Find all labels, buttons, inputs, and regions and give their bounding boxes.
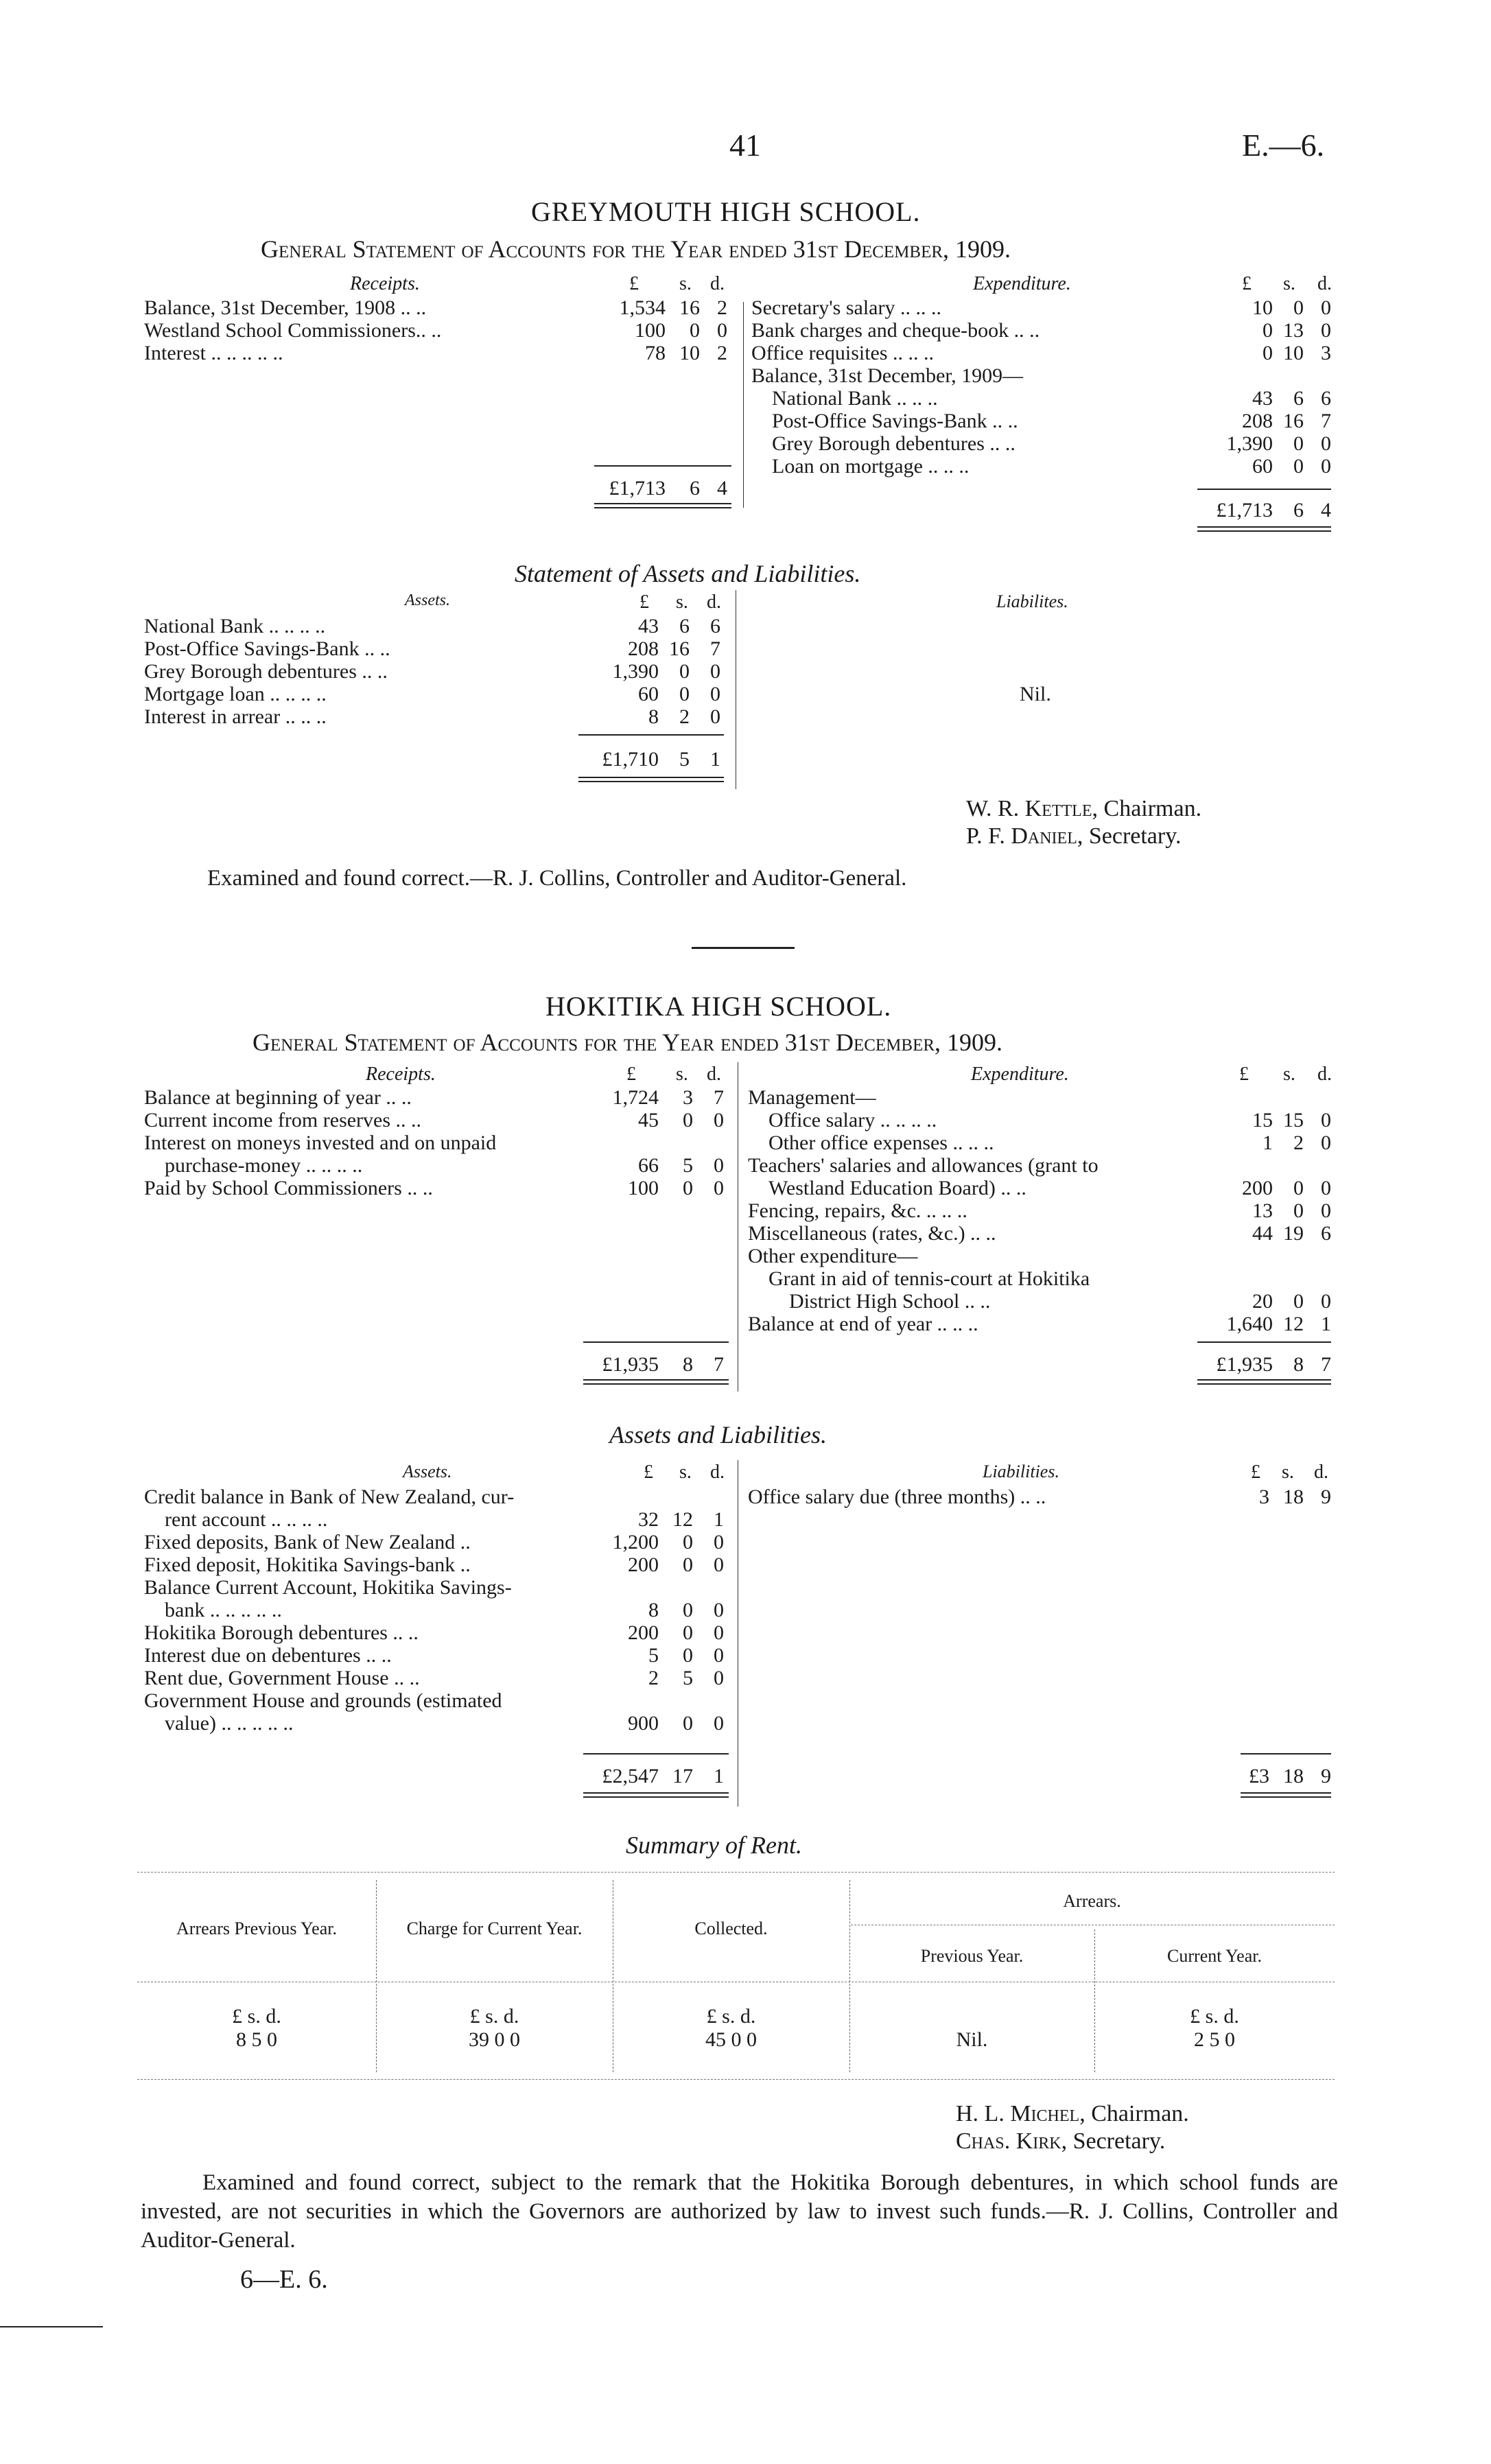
row-amount-pounds: 100: [628, 1177, 659, 1199]
row-amount-s: 10: [679, 342, 700, 364]
row-amount-d: 0: [710, 705, 720, 728]
hokitika-expenditure-heading: Expenditure.: [971, 1064, 1069, 1085]
row-label: Grey Borough debentures .. ..: [144, 660, 388, 683]
row-amount-d: 0: [714, 1553, 724, 1576]
hokitika-statement-title: General Statement of Accounts for the Year ended 31st December, 1909.: [253, 1029, 1003, 1056]
row-amount-pounds: 3: [1259, 1486, 1269, 1508]
row-amount-d: 0: [1321, 319, 1331, 342]
row-amount-d: 0: [714, 1154, 724, 1177]
hokitika-assets-total-d: 1: [714, 1765, 724, 1787]
row-label: Westland Education Board) .. ..: [768, 1177, 1026, 1199]
row-label: value) .. .. .. .. ..: [165, 1712, 294, 1735]
rent-value-collected: 45 0 0: [705, 2028, 757, 2051]
rent-lsd-label: £ s. d.: [1190, 2005, 1239, 2028]
row-amount-pounds: 900: [628, 1712, 659, 1735]
row-amount-s: 0: [683, 1531, 693, 1553]
row-amount-d: 0: [714, 1177, 724, 1199]
hokitika-assets-heading: Assets.: [403, 1462, 452, 1481]
greymouth-assets-total-pounds: £1,710: [602, 748, 659, 771]
row-label: Post-Office Savings-Bank .. ..: [144, 637, 390, 660]
row-amount-pounds: 200: [628, 1621, 659, 1644]
signatory-role: Chairman.: [1091, 2101, 1189, 2126]
row-amount-s: 0: [1293, 455, 1304, 478]
row-amount-s: 0: [683, 1712, 693, 1735]
lsd-shillings: s.: [679, 273, 692, 294]
rent-lsd-label: £ s. d.: [232, 2005, 281, 2028]
rent-value-previous-year: Nil.: [956, 2028, 988, 2051]
lsd-pence: d.: [710, 273, 725, 294]
row-amount-d: 0: [714, 1109, 724, 1131]
row-label: Teachers' salaries and allowances (grant to: [748, 1154, 1099, 1177]
row-amount-s: 0: [1293, 432, 1304, 455]
footer-rule: [0, 2326, 103, 2327]
greymouth-title: GREYMOUTH HIGH SCHOOL.: [531, 196, 921, 227]
row-amount-s: 6: [679, 615, 690, 637]
row-label: Miscellaneous (rates, &c.) .. ..: [748, 1222, 996, 1245]
row-label: Balance Current Account, Hokitika Savings-: [144, 1576, 512, 1599]
rule: [1197, 1341, 1331, 1343]
hokitika-expenditure-total-d: 7: [1321, 1353, 1331, 1376]
row-amount-d: 1: [1321, 1313, 1331, 1335]
row-amount-pounds: 1: [1263, 1131, 1273, 1154]
row-amount-pounds: 1,534: [619, 296, 666, 319]
greymouth-examined-note: Examined and found correct.—R. J. Collins, Controller and Auditor-General.: [207, 866, 907, 891]
row-amount-s: 5: [683, 1154, 693, 1177]
row-amount-d: 0: [1321, 455, 1331, 478]
double-rule: [583, 1792, 729, 1798]
greymouth-assets-total-d: 1: [710, 748, 720, 771]
row-label: Interest .. .. .. .. ..: [144, 342, 283, 364]
hokitika-assets-title: Assets and Liabilities.: [609, 1421, 827, 1448]
greymouth-receipts-total-s: 6: [690, 477, 700, 500]
row-label: Balance, 31st December, 1908 .. ..: [144, 296, 427, 319]
row-amount-d: 9: [1321, 1486, 1331, 1508]
row-amount-s: 0: [1293, 1199, 1304, 1222]
row-amount-d: 0: [710, 660, 720, 683]
row-label: District High School .. ..: [789, 1290, 991, 1313]
row-label: Management—: [748, 1086, 876, 1109]
lsd-pounds: £: [1251, 1462, 1260, 1483]
rule: [1197, 489, 1331, 490]
row-amount-s: 0: [683, 1621, 693, 1644]
row-amount-d: 0: [714, 1667, 724, 1689]
row-amount-s: 5: [683, 1667, 693, 1689]
row-amount-pounds: 8: [648, 1599, 659, 1621]
row-amount-s: 0: [1293, 1177, 1304, 1199]
rule: [137, 1872, 1335, 1873]
row-amount-pounds: 200: [1242, 1177, 1273, 1199]
row-amount-s: 0: [690, 319, 700, 342]
row-amount-d: 0: [1321, 1199, 1331, 1222]
row-amount-d: 0: [717, 319, 727, 342]
lsd-shillings: s.: [679, 1462, 692, 1483]
row-label: bank .. .. .. .. ..: [165, 1599, 282, 1621]
row-label: Current income from reserves .. ..: [144, 1109, 422, 1131]
lsd-pounds: £: [626, 1064, 636, 1085]
row-amount-pounds: 1,640: [1226, 1313, 1273, 1335]
hokitika-liabilities-heading: Liabilities.: [983, 1462, 1059, 1481]
row-amount-d: 7: [710, 637, 720, 660]
row-label: Other office expenses .. .. ..: [768, 1131, 994, 1154]
row-amount-s: 2: [679, 705, 690, 728]
hokitika-receipts-total-d: 7: [714, 1353, 724, 1376]
row-amount-d: 6: [710, 615, 720, 637]
row-amount-pounds: 20: [1252, 1290, 1273, 1313]
row-amount-s: 0: [683, 1644, 693, 1667]
row-label: Government House and grounds (estimated: [144, 1689, 502, 1712]
row-label: Fixed deposit, Hokitika Savings-bank ..: [144, 1553, 471, 1576]
rule: [583, 1341, 729, 1343]
row-amount-d: 0: [1321, 1109, 1331, 1131]
row-amount-s: 18: [1283, 1486, 1304, 1508]
lsd-pence: d.: [707, 591, 721, 613]
row-label: National Bank .. .. .. ..: [144, 615, 326, 637]
row-amount-s: 3: [683, 1086, 693, 1109]
rent-value-charge: 39 0 0: [469, 2028, 520, 2051]
row-amount-pounds: 2: [648, 1667, 659, 1689]
rule: [1241, 1753, 1331, 1755]
row-label: Loan on mortgage .. .. ..: [772, 455, 970, 478]
greymouth-liabilities-value: Nil.: [1020, 683, 1051, 705]
row-label: Other expenditure—: [748, 1245, 918, 1267]
row-amount-d: 0: [714, 1599, 724, 1621]
row-amount-d: 2: [717, 296, 727, 319]
hokitika-assets-total-pounds: £2,547: [602, 1765, 659, 1787]
hokitika-chairman-signature: [956, 2101, 1189, 2127]
hokitika-liabilities-total-d: 9: [1321, 1765, 1331, 1787]
lsd-pounds: £: [639, 591, 649, 613]
row-label: Hokitika Borough debentures .. ..: [144, 1621, 419, 1644]
lsd-pence: d.: [1317, 1064, 1332, 1085]
row-amount-pounds: 43: [638, 615, 659, 637]
row-label: Westland School Commissioners.. ..: [144, 319, 442, 342]
row-amount-s: 0: [1293, 1290, 1304, 1313]
rule: [594, 465, 731, 467]
double-rule: [1241, 1792, 1331, 1798]
row-amount-pounds: 100: [635, 319, 666, 342]
row-amount-s: 16: [679, 296, 700, 319]
row-amount-pounds: 32: [638, 1508, 659, 1531]
double-rule: [578, 777, 724, 782]
double-rule: [1197, 1379, 1331, 1385]
greymouth-secretary-signature: [966, 823, 1182, 849]
lsd-pence: d.: [1314, 1462, 1328, 1483]
hokitika-secretary-signature: [956, 2128, 1165, 2155]
row-label: Fencing, repairs, &c. .. .. ..: [748, 1199, 967, 1222]
row-amount-s: 0: [683, 1177, 693, 1199]
row-label: Office salary due (three months) .. ..: [748, 1486, 1046, 1508]
row-amount-pounds: 1,724: [612, 1086, 659, 1109]
lsd-pounds: £: [629, 273, 639, 294]
hokitika-receipts-heading: Receipts.: [366, 1064, 436, 1085]
row-amount-s: 12: [672, 1508, 693, 1531]
double-rule: [594, 503, 731, 508]
row-label: Grey Borough debentures .. ..: [772, 432, 1015, 455]
row-amount-s: 12: [1283, 1313, 1304, 1335]
page-number: 41: [729, 128, 761, 163]
greymouth-chairman-signature: [966, 796, 1201, 822]
rent-value-current-year: 2 5 0: [1194, 2028, 1235, 2051]
row-amount-d: 0: [714, 1621, 724, 1644]
column-divider: [743, 302, 744, 508]
greymouth-expenditure-heading: Expenditure.: [973, 273, 1071, 294]
hokitika-expenditure-total-s: 8: [1293, 1353, 1304, 1376]
row-amount-s: 15: [1283, 1109, 1304, 1131]
greymouth-expenditure-total-s: 6: [1293, 499, 1304, 521]
row-label: Office requisites .. .. ..: [751, 342, 935, 364]
page-reference: E.—6.: [1242, 128, 1325, 163]
signatory-role: Secretary.: [1072, 2128, 1166, 2154]
row-amount-pounds: 1,200: [612, 1531, 659, 1553]
lsd-shillings: s.: [1283, 1064, 1295, 1085]
row-amount-pounds: 5: [648, 1644, 659, 1667]
row-amount-d: 0: [714, 1531, 724, 1553]
double-rule: [1197, 526, 1331, 532]
hokitika-expenditure-total-pounds: £1,935: [1216, 1353, 1273, 1376]
row-amount-pounds: 66: [638, 1154, 659, 1177]
greymouth-assets-heading: Assets.: [405, 591, 450, 609]
signatory-role: Chairman.: [1103, 796, 1202, 821]
row-amount-d: 2: [717, 342, 727, 364]
hokitika-liabilities-total-s: 18: [1283, 1765, 1304, 1787]
greymouth-assets-title: Statement of Assets and Liabilities.: [515, 560, 861, 587]
greymouth-receipts-total-d: 4: [717, 477, 727, 500]
row-amount-pounds: 43: [1252, 387, 1273, 410]
rent-header-current-year: Current Year.: [1167, 1946, 1262, 1966]
row-amount-s: 2: [1293, 1131, 1304, 1154]
rent-header-arrears: Arrears.: [1063, 1891, 1121, 1911]
double-rule: [583, 1379, 729, 1385]
row-amount-d: 0: [714, 1712, 724, 1735]
row-amount-d: 0: [1321, 1131, 1331, 1154]
row-amount-s: 13: [1283, 319, 1304, 342]
greymouth-statement-title: General Statement of Accounts for the Year ended 31st December, 1909.: [261, 235, 1011, 263]
lsd-shillings: s.: [1282, 1462, 1294, 1483]
row-label: purchase-money .. .. .. ..: [165, 1154, 363, 1177]
row-amount-pounds: 208: [628, 637, 659, 660]
row-label: Paid by School Commissioners .. ..: [144, 1177, 433, 1199]
page-footer-signature: 6—E. 6.: [240, 2265, 328, 2294]
lsd-pence: d.: [1317, 273, 1332, 294]
row-amount-d: 0: [1321, 296, 1331, 319]
rent-lsd-label: £ s. d.: [706, 2005, 756, 2028]
row-amount-pounds: 200: [628, 1553, 659, 1576]
row-label: Office salary .. .. .. ..: [768, 1109, 937, 1131]
row-amount-s: 0: [1293, 296, 1304, 319]
row-label: Balance at beginning of year .. ..: [144, 1086, 412, 1109]
signatory-name: H. L. Michel,: [956, 2101, 1085, 2126]
lsd-pence: d.: [710, 1462, 725, 1483]
row-amount-s: 10: [1283, 342, 1304, 364]
rule: [137, 2079, 1335, 2080]
row-amount-s: 16: [669, 637, 690, 660]
row-amount-d: 6: [1321, 387, 1331, 410]
row-amount-pounds: 0: [1263, 342, 1273, 364]
row-amount-d: 0: [1321, 1290, 1331, 1313]
row-amount-s: 0: [683, 1599, 693, 1621]
lsd-pence: d.: [707, 1064, 721, 1085]
hokitika-liabilities-total-pounds: £3: [1249, 1765, 1269, 1787]
greymouth-receipts-total-pounds: £1,713: [609, 477, 666, 500]
greymouth-receipts-heading: Receipts.: [350, 273, 420, 294]
rule: [578, 734, 724, 736]
row-label: Balance, 31st December, 1909—: [751, 364, 1024, 387]
row-amount-pounds: 0: [1263, 319, 1273, 342]
rent-value-arrears-previous: 8 5 0: [236, 2028, 277, 2051]
greymouth-expenditure-total-d: 4: [1321, 499, 1331, 521]
lsd-shillings: s.: [676, 1064, 688, 1085]
row-label: Fixed deposits, Bank of New Zealand ..: [144, 1531, 471, 1553]
row-amount-pounds: 10: [1252, 296, 1273, 319]
row-amount-pounds: 15: [1252, 1109, 1273, 1131]
hokitika-examined-note: Examined and found correct, subject to the remark that the Hokitika Borough debentures, in which school funds are invested, are not securities in which the Governors are authorized by law to invest such funds.—R. J. Collins, Controller and Auditor-General.: [141, 2170, 1338, 2253]
row-label: Balance at end of year .. .. ..: [748, 1313, 978, 1335]
row-amount-s: 0: [679, 683, 690, 705]
row-label: National Bank .. .. ..: [772, 387, 938, 410]
row-amount-pounds: 60: [638, 683, 659, 705]
signatory-name: P. F. Daniel,: [966, 823, 1083, 849]
lsd-shillings: s.: [676, 591, 688, 613]
row-label: Rent due, Government House .. ..: [144, 1667, 420, 1689]
row-label: Interest in arrear .. .. ..: [144, 705, 327, 728]
row-label: Secretary's salary .. .. ..: [751, 296, 941, 319]
row-amount-d: 0: [1321, 432, 1331, 455]
row-amount-pounds: 1,390: [1226, 432, 1273, 455]
row-label: Mortgage loan .. .. .. ..: [144, 683, 327, 705]
lsd-pounds: £: [644, 1462, 653, 1483]
row-label: Interest due on debentures .. ..: [144, 1644, 392, 1667]
hokitika-receipts-total-s: 8: [683, 1353, 693, 1376]
row-label: Interest on moneys invested and on unpaid: [144, 1131, 497, 1154]
row-amount-s: 19: [1283, 1222, 1304, 1245]
row-amount-s: 0: [683, 1553, 693, 1576]
rent-header-arrears-previous: Arrears Previous Year.: [176, 1919, 337, 1938]
row-amount-pounds: 13: [1252, 1199, 1273, 1222]
row-amount-d: 3: [1321, 342, 1331, 364]
greymouth-liabilities-heading: Liabilites.: [996, 591, 1068, 611]
row-amount-d: 7: [714, 1086, 724, 1109]
row-amount-pounds: 78: [645, 342, 666, 364]
row-amount-s: 0: [683, 1109, 693, 1131]
greymouth-assets-total-s: 5: [679, 748, 690, 771]
rule: [583, 1753, 729, 1755]
signatory-role: Secretary.: [1088, 823, 1182, 849]
row-label: Post-Office Savings-Bank .. ..: [772, 410, 1018, 432]
row-label: rent account .. .. .. ..: [165, 1508, 328, 1531]
row-amount-pounds: 45: [638, 1109, 659, 1131]
hokitika-assets-total-s: 17: [672, 1765, 693, 1787]
row-amount-pounds: 60: [1252, 455, 1273, 478]
section-separator: [692, 947, 795, 949]
hokitika-receipts-total-pounds: £1,935: [602, 1353, 659, 1376]
row-amount-d: 0: [710, 683, 720, 705]
row-amount-d: 7: [1321, 410, 1331, 432]
rent-header-collected: Collected.: [694, 1919, 768, 1938]
row-amount-d: 1: [714, 1508, 724, 1531]
row-amount-s: 6: [1293, 387, 1304, 410]
row-amount-s: 0: [679, 660, 690, 683]
row-amount-pounds: 208: [1242, 410, 1273, 432]
lsd-pounds: £: [1242, 273, 1252, 294]
row-amount-d: 0: [1321, 1177, 1331, 1199]
row-amount-s: 16: [1283, 410, 1304, 432]
row-label: Grant in aid of tennis-court at Hokitika: [768, 1267, 1090, 1290]
row-amount-d: 6: [1321, 1222, 1331, 1245]
rent-summary-title: Summary of Rent.: [626, 1831, 802, 1859]
row-amount-pounds: 1,390: [612, 660, 659, 683]
rent-header-charge: Charge for Current Year.: [406, 1919, 583, 1938]
rent-header-previous-year: Previous Year.: [920, 1946, 1024, 1966]
row-amount-pounds: 8: [648, 705, 659, 728]
row-label: Credit balance in Bank of New Zealand, cur-: [144, 1486, 515, 1508]
rent-lsd-label: £ s. d.: [469, 2005, 519, 2028]
hokitika-title: HOKITIKA HIGH SCHOOL.: [545, 991, 892, 1022]
lsd-shillings: s.: [1283, 273, 1295, 294]
greymouth-expenditure-total-pounds: £1,713: [1216, 499, 1273, 521]
row-amount-pounds: 44: [1252, 1222, 1273, 1245]
signatory-name: W. R. Kettle,: [966, 796, 1099, 821]
row-amount-d: 0: [714, 1644, 724, 1667]
lsd-pounds: £: [1239, 1064, 1249, 1085]
row-label: Bank charges and cheque-book .. ..: [751, 319, 1040, 342]
signatory-name: Chas. Kirk,: [956, 2128, 1068, 2154]
